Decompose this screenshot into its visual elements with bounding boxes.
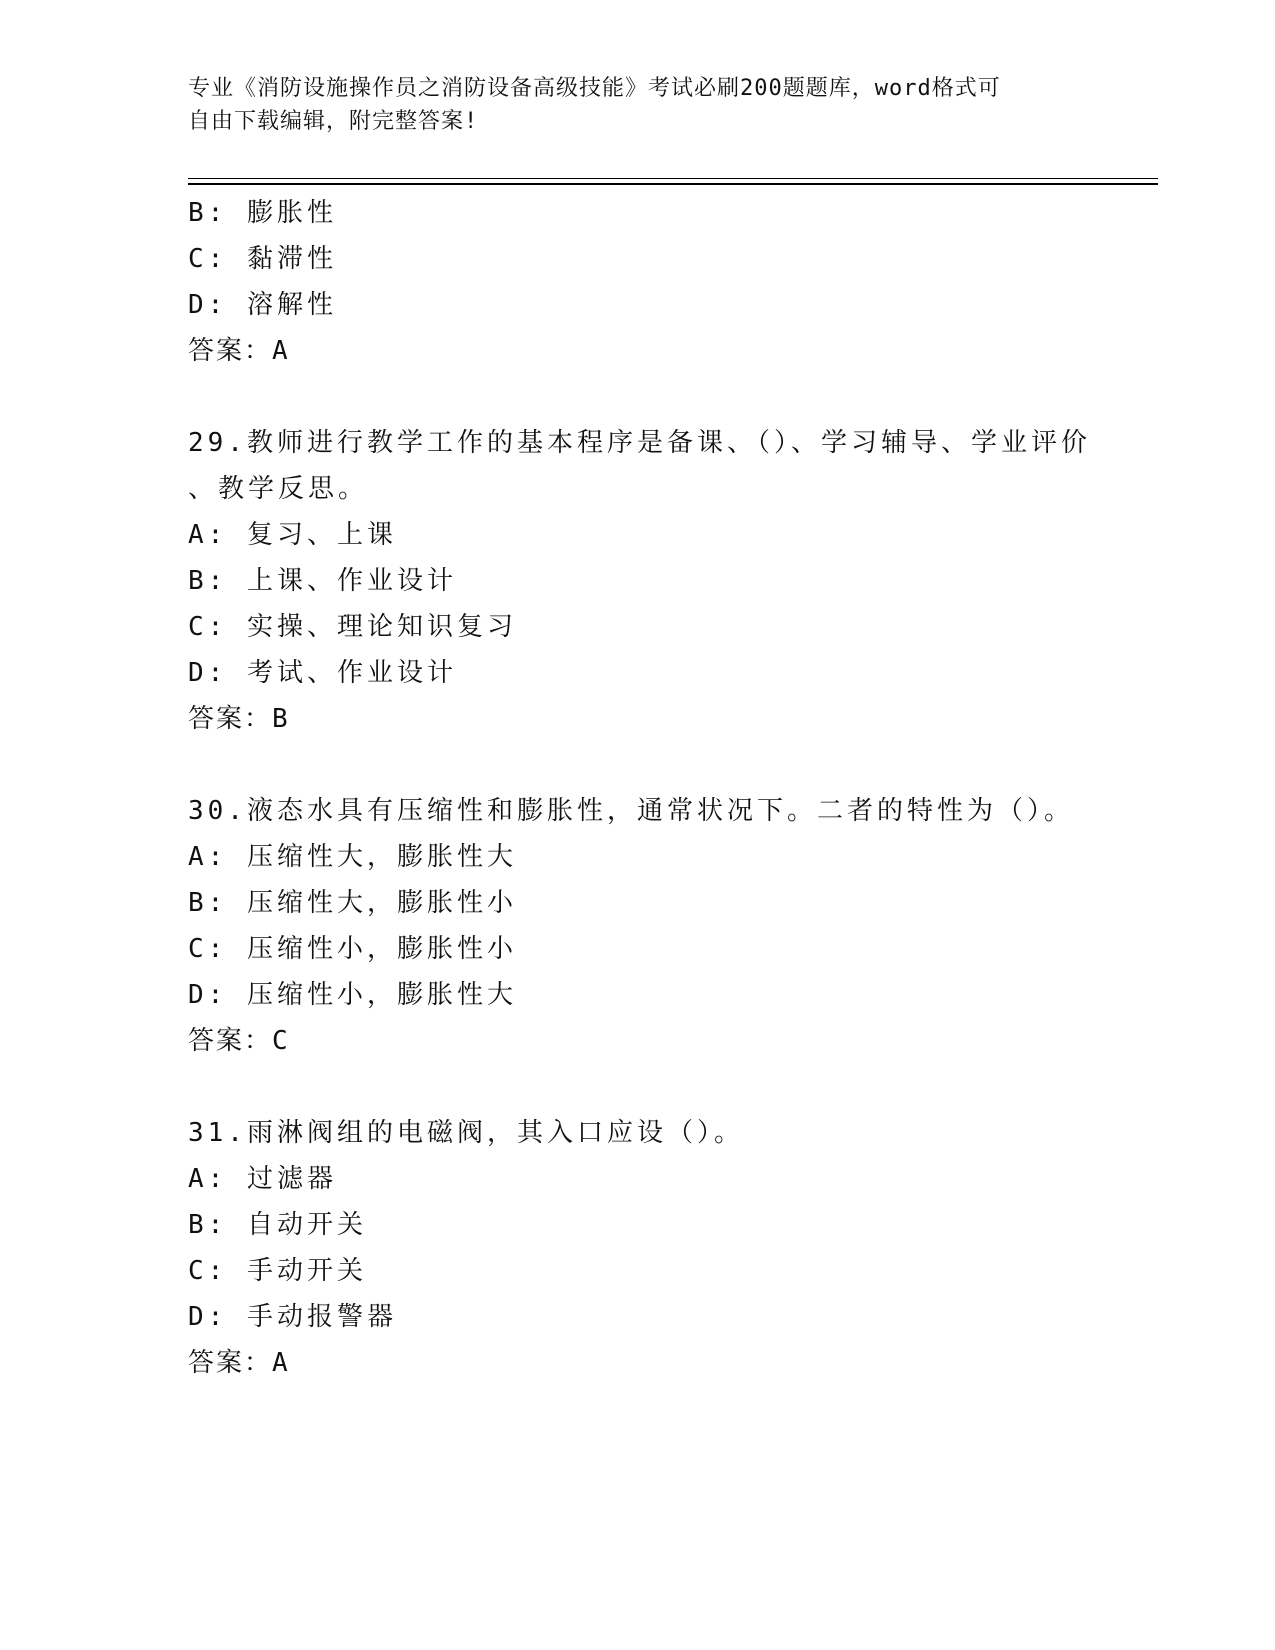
question-stem-cont: 、教学反思。 bbox=[188, 474, 369, 504]
option-a: A: 复习、上课 bbox=[188, 520, 397, 550]
answer: 答案：A bbox=[188, 336, 290, 366]
answer: 答案：B bbox=[188, 704, 290, 734]
question-stem: 31.雨淋阀组的电磁阀，其入口应设（）。 bbox=[188, 1118, 744, 1148]
question-31 bbox=[188, 1110, 1088, 1386]
answer: 答案：C bbox=[188, 1026, 290, 1056]
option-c: C: 黏滞性 bbox=[188, 244, 337, 274]
question-stem: 30.液态水具有压缩性和膨胀性，通常状况下。二者的特性为（）。 bbox=[188, 796, 1074, 826]
header-line-2: 自由下载编辑，附完整答案! bbox=[188, 109, 479, 134]
spacer bbox=[188, 1064, 1088, 1110]
option-b: B: 压缩性大，膨胀性小 bbox=[188, 888, 517, 918]
document-header bbox=[188, 72, 1088, 138]
option-b: B: 膨胀性 bbox=[188, 198, 337, 228]
document-body bbox=[188, 190, 1091, 1386]
question-stem: 29.教师进行教学工作的基本程序是备课、（）、学习辅导、学业评价 bbox=[188, 428, 1091, 458]
question-28-partial bbox=[188, 190, 1088, 374]
option-d: D: 压缩性小，膨胀性大 bbox=[188, 980, 517, 1010]
option-c: C: 手动开关 bbox=[188, 1256, 367, 1286]
spacer bbox=[188, 742, 1088, 788]
question-29 bbox=[188, 420, 1091, 742]
option-d: D: 溶解性 bbox=[188, 290, 337, 320]
question-30 bbox=[188, 788, 1088, 1064]
option-a: A: 过滤器 bbox=[188, 1164, 337, 1194]
option-d: D: 考试、作业设计 bbox=[188, 658, 457, 688]
option-d: D: 手动报警器 bbox=[188, 1302, 397, 1332]
option-c: C: 压缩性小，膨胀性小 bbox=[188, 934, 517, 964]
option-c: C: 实操、理论知识复习 bbox=[188, 612, 517, 642]
answer: 答案：A bbox=[188, 1348, 290, 1378]
option-b: B: 上课、作业设计 bbox=[188, 566, 457, 596]
header-divider bbox=[188, 178, 1158, 185]
option-a: A: 压缩性大，膨胀性大 bbox=[188, 842, 517, 872]
spacer bbox=[188, 374, 1088, 420]
option-b: B: 自动开关 bbox=[188, 1210, 367, 1240]
header-line-1: 专业《消防设施操作员之消防设备高级技能》考试必刷200题题库，word格式可 bbox=[188, 76, 1001, 101]
